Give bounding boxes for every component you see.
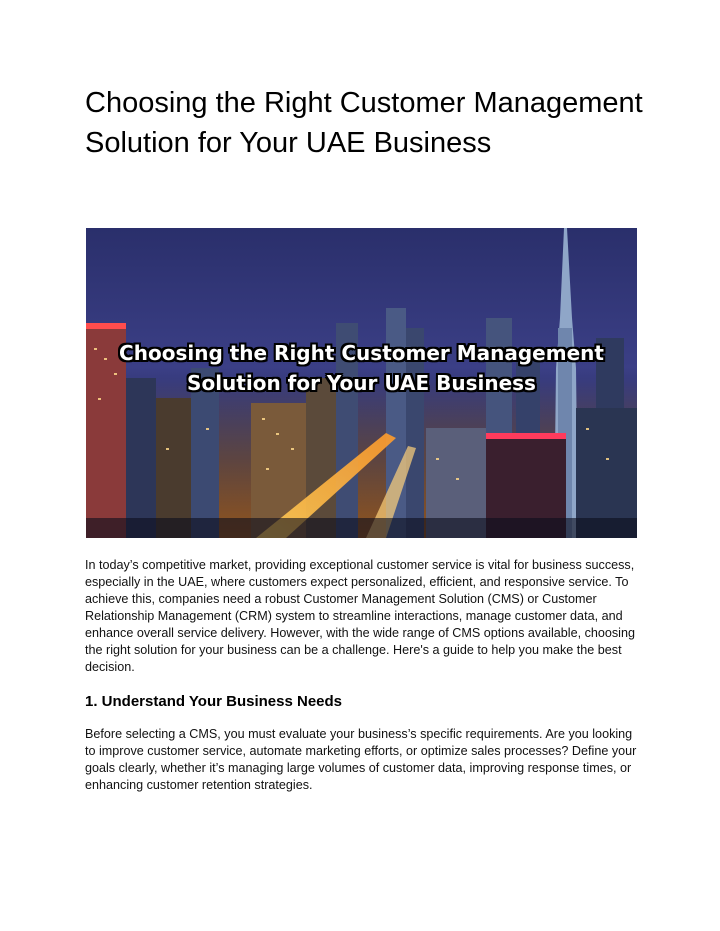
document-title: Choosing the Right Customer Management Solution for Your UAE Business	[85, 87, 643, 159]
section-paragraph: Before selecting a CMS, you must evaluate your business’s specific requirements. Are you looking to improve customer service, automate marketing efforts, or optimize sales processes? Define your goals clearly, whether it’s managing large volumes of customer data, improving response times, or enhancing customer retention strategies.	[85, 727, 637, 792]
intro-paragraph: In today’s competitive market, providing exceptional customer service is vital for business success, especially in the UAE, where customers expect personalized, efficient, and responsive service. To achieve this, companies need a robust Customer Management Solution (CMS) or Customer Relationship Management (CRM) system to streamline interactions, manage customer data, and enhance overall service delivery. However, with the wide range of CMS options available, choosing the right solution for your business can be a challenge. Here's a guide to help you make the best decision.	[85, 558, 635, 674]
hero-caption-line-2: Solution for Your UAE Business	[187, 371, 536, 395]
hero-caption-line-1: Choosing the Right Customer Management	[119, 341, 604, 365]
hero-image	[86, 228, 637, 538]
hero-caption	[86, 338, 637, 398]
section-heading: 1. Understand Your Business Needs	[85, 693, 343, 710]
